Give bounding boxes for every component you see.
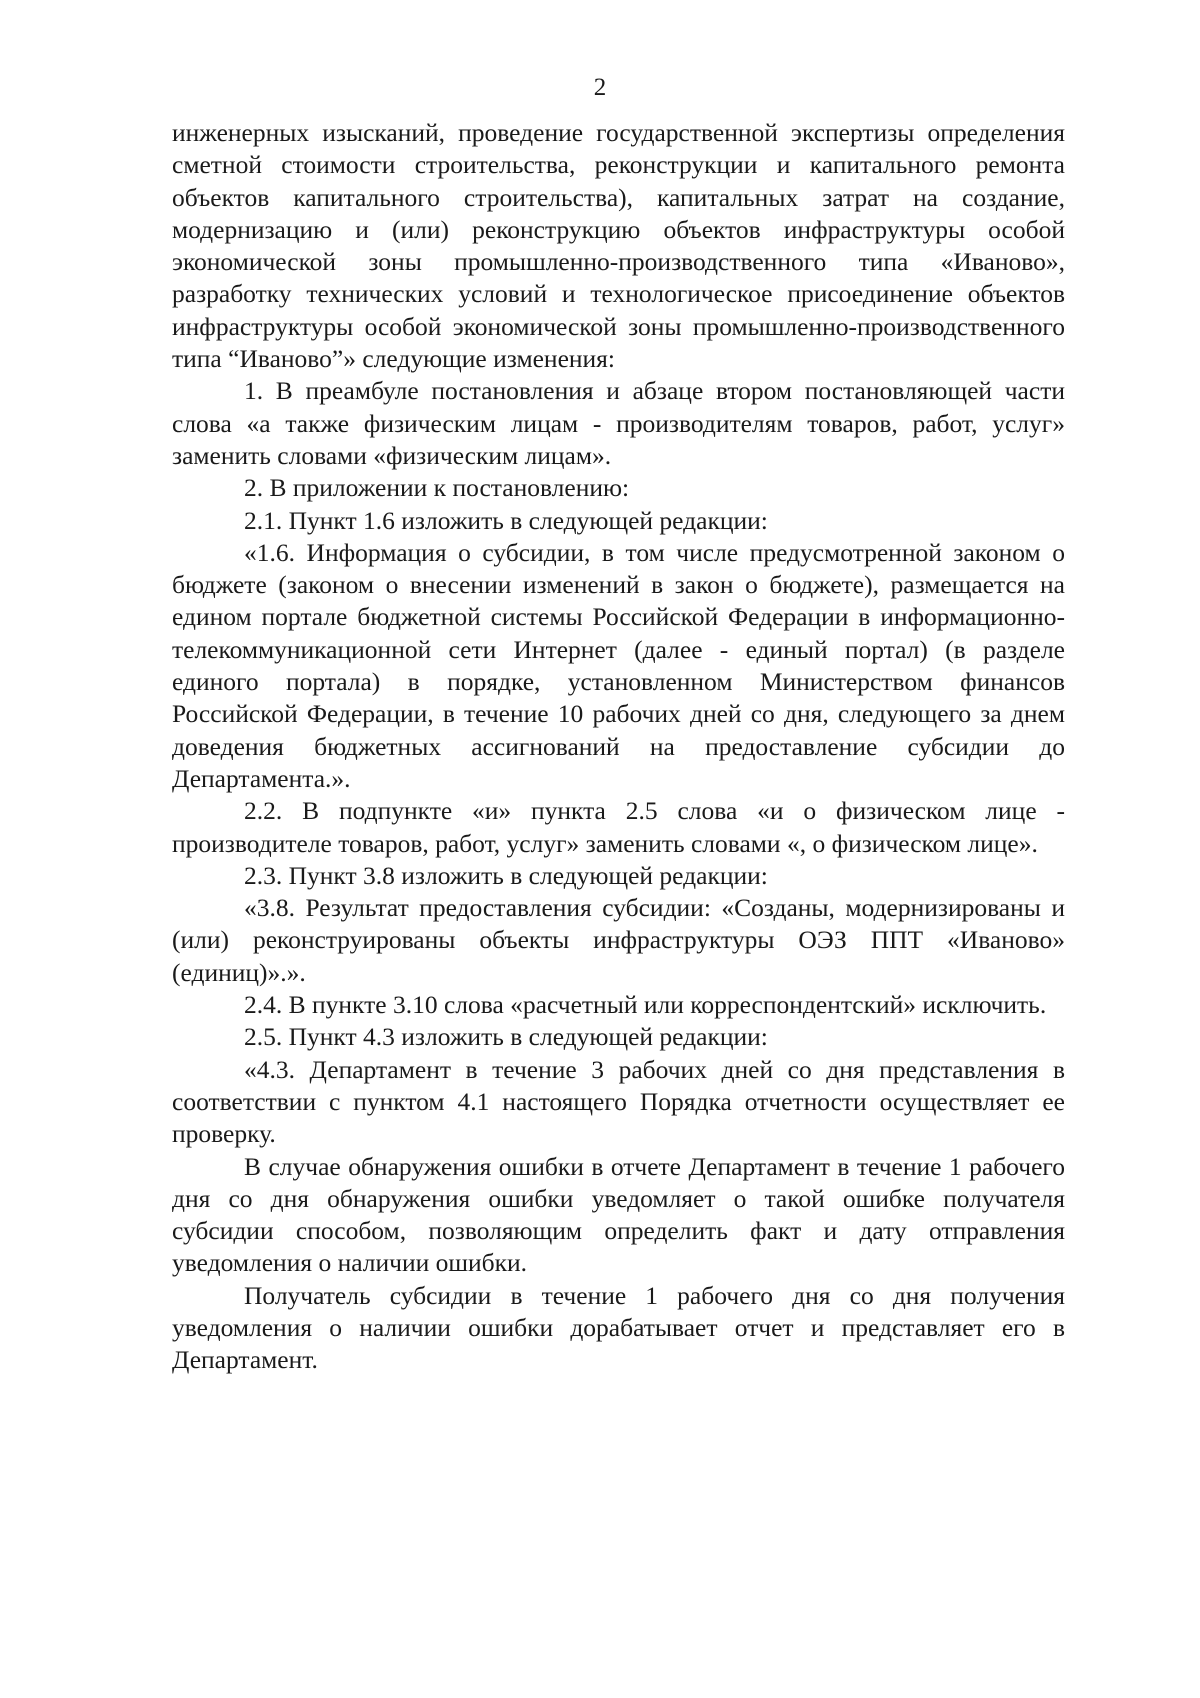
paragraph-quote-1-6: «1.6. Информация о субсидии, в том числе предусмотренной законом о бюджете (законом о внесении изменений в закон о бюджете), размещается на едином портале бюджетной системы Российской Федерации в информационно-телекоммуникационной сети Интернет (далее - единый портал) (в разделе единого портала) в порядке, установленном Министерством финансов Российской Федерации, в течение 10 рабочих дней со дня, следующего за днем доведения бюджетных ассигнований на предоставление субсидии до Департамента.». <box>172 537 1065 793</box>
paragraph-error-notice: В случае обнаружения ошибки в отчете Департамент в течение 1 рабочего дня со дня обнаружения ошибки уведомляет о такой ошибке получателя субсидии способом, позволяющим определить факт и дату отправления уведомления о наличии ошибки. <box>172 1151 1065 1278</box>
paragraph-item-2-2: 2.2. В подпункте «и» пункта 2.5 слова «и о физическом лице - производителе товаров, работ, услуг» заменить словами «, о физическом лице». <box>172 796 1065 858</box>
document-body <box>172 117 1065 1377</box>
paragraph-item-2-1: 2.1. Пункт 1.6 изложить в следующей редакции: <box>244 505 768 535</box>
paragraph-item-1: 1. В преамбуле постановления и абзаце втором постановляющей части слова «а также физическим лицам - производителям товаров, работ, услуг» заменить словами «физическим лицам». <box>172 376 1065 470</box>
paragraph-quote-3-8: «3.8. Результат предоставления субсидии: «Созданы, модернизированы и (или) реконструированы объекты инфраструктуры ОЭЗ ППТ «Иваново» (единиц)».». <box>172 893 1065 987</box>
paragraph-item-2-3: 2.3. Пункт 3.8 изложить в следующей редакции: <box>244 860 768 890</box>
paragraph-quote-4-3: «4.3. Департамент в течение 3 рабочих дней со дня представления в соответствии с пунктом 4.1 настоящего Порядка отчетности осуществляет ее проверку. <box>172 1054 1065 1149</box>
paragraph-recipient-action: Получатель субсидии в течение 1 рабочего дня со дня получения уведомления о наличии ошибки дорабатывает отчет и представляет его в Департамент. <box>172 1280 1065 1375</box>
paragraph-continuation: инженерных изысканий, проведение государственной экспертизы определения сметной стоимости строительства, реконструкции и капитального ремонта объектов капитального строительства), капитальных затрат на создание, модернизацию и (или) реконструкцию объектов инфраструктуры особой экономической зоны промышленно-производственного типа «Иваново», разработку технических условий и технологическое присоединение объектов инфраструктуры особой экономической зоны промышленно-производственного типа “Иваново”» следующие изменения: <box>172 118 1065 374</box>
paragraph-item-2: 2. В приложении к постановлению: <box>244 473 630 503</box>
page-number: 2 <box>593 74 607 101</box>
paragraph-item-2-4: 2.4. В пункте 3.10 слова «расчетный или корреспондентский» исключить. <box>244 990 1047 1020</box>
paragraph-item-2-5: 2.5. Пункт 4.3 изложить в следующей редакции: <box>244 1022 768 1052</box>
